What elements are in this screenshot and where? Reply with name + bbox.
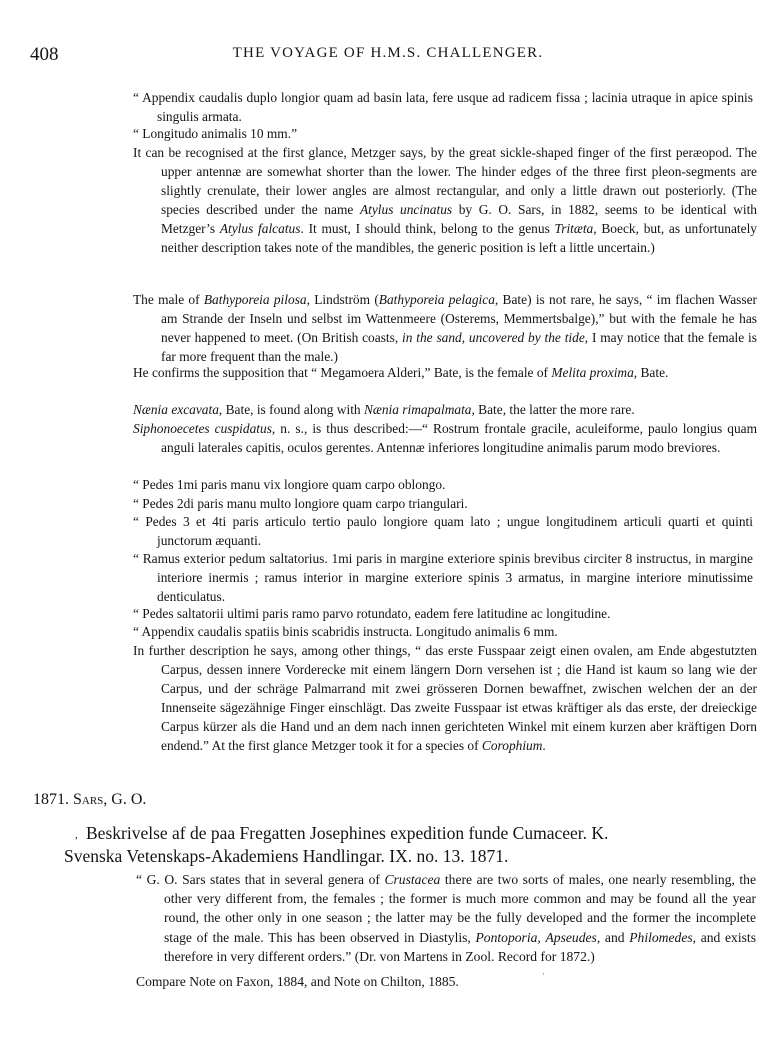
paragraph: “ Appendix caudalis duplo longior quam ad basin lata, fere usque ad radicem fissa ; lacinia utraque in apice spinis singulis armata. <box>133 90 753 124</box>
running-title: THE VOYAGE OF H.M.S. CHALLENGER. <box>232 45 544 61</box>
paragraph: It can be recognised at the first glance, Metzger says, by the great sickle-shaped finger of the first peræopod. The upper antennæ are somewhat shorter than the lower. The hinder edges of the three first pleon-segments are slightly crenulate, their lower angles are almost rectangular, and only a little drawn out posteriorly. (The species described under the name Atylus uncinatus by G. O. Sars, in 1882, seems to be identical with Metzger’s Atylus falcatus. It must, I should think, belong to the genus Tritæta, Boeck, but, as unfortunately neither description takes note of the mandibles, the generic position is left a little uncertain.) <box>133 145 758 255</box>
paragraph: “ Longitudo animalis 10 mm.” <box>133 126 298 141</box>
paragraph: Nænia excavata, Bate, is found along with Nænia rimapalmata, Bate, the latter the more rare. <box>133 402 635 417</box>
margin-mark: , <box>75 829 78 841</box>
paragraph: “ Pedes saltatorii ultimi paris ramo parvo rotundato, eadem fere latitudine ac longitudine. <box>133 606 611 621</box>
paragraph: In further description he says, among other things, “ das erste Fusspaar zeigt einen ovalen, am Ende abgestutzten Carpus, dessen innere Vorderecke mit einem längern Dorn versehen ist ; die Hand ist kaum so lang wie der Carpus, und der schräge Palmarrand mit zwei grösseren Dornen bewaffnet, zwischen welchen der an der Innenseite sägezähnige Finger einschlägt. Das zweite Fusspaar ist etwas kräftiger als das erste, der dreieckige Carpus kürzer als die Hand und an dem nach innen gerichteten Winkel mit einem kurzen aber kräftigen Dorn endend.” At the first glance Metzger took it for a species of Corophium. <box>133 643 757 753</box>
paragraph: “ Pedes 3 et 4ti paris articulo tertio paulo longiore quam lato ; ungue longitudinem articuli quarti et quinti junctorum æquanti. <box>133 514 753 548</box>
publication-title-line-1: Beskrivelse af de paa Fregatten Josephines expedition funde Cumaceer. K. <box>86 823 609 843</box>
paragraph: “ Pedes 1mi paris manu vix longiore quam carpo oblongo. <box>133 477 446 492</box>
paragraph: “ Ramus exterior pedum saltatorius. 1mi paris in margine exteriore spinis brevibus circiter 8 instructus, in margine interiore inermis ; ramus interior in margine exteriore spinis 3 armatus, in margine interiore minutissime denticulatus. <box>133 551 753 604</box>
bibliography-entry-heading <box>33 791 146 809</box>
entry-year: 1871. <box>33 791 69 808</box>
paragraph: “ Appendix caudalis spatiis binis scabridis instructa. Longitudo animalis 6 mm. <box>133 624 558 639</box>
quoted-abstract: “ G. O. Sars states that in several genera of Crustacea there are two sorts of males, one nearly resembling, the other very different from, the females ; the former is much more common and may be found all the year round, the other only in one season ; the latter may be the fully developed and the former the incomplete stage of the male. This has been observed in Diastylis, Pontoporia, Apseudes, and Philomedes, and exists therefore in very different orders.” (Dr. von Martens in Zool. Record for 1872.) <box>136 872 756 964</box>
paragraph: He confirms the supposition that “ Megamoera Alderi,” Bate, is the female of Melita proxima, Bate. <box>133 365 669 380</box>
entry-author: Sars, G. O. <box>73 791 147 808</box>
publication-title-line-2: Svenska Vetenskaps-Akademiens Handlingar. IX. no. 13. 1871. <box>64 846 509 866</box>
paragraph: “ Pedes 2di paris manu multo longiore quam carpo triangulari. <box>133 496 468 511</box>
page-header <box>30 44 746 68</box>
paragraph: Siphonoecetes cuspidatus, n. s., is thus described:—“ Rostrum frontale gracile, aculeiforme, paulo longius quam anguli laterales capitis, oculos gerentes. Antennæ inferiores longitudine animalis parum modo breviores. <box>133 421 757 455</box>
stray-mark: · <box>542 969 545 979</box>
paragraph: The male of Bathyporeia pilosa, Lindström (Bathyporeia pelagica, Bate) is not rare, he says, “ im flachen Wasser am Strande der Inseln und selbst im Wattenmeere (Osterems, Memmertsbalge),” but with the female he has never happened to meet. (On British coasts, in the sand, uncovered by the tide, I may notice that the female is far more frequent than the male.) <box>133 292 757 364</box>
compare-note: Compare Note on Faxon, 1884, and Note on Chilton, 1885. <box>136 974 459 989</box>
page-number: 408 <box>30 44 59 65</box>
